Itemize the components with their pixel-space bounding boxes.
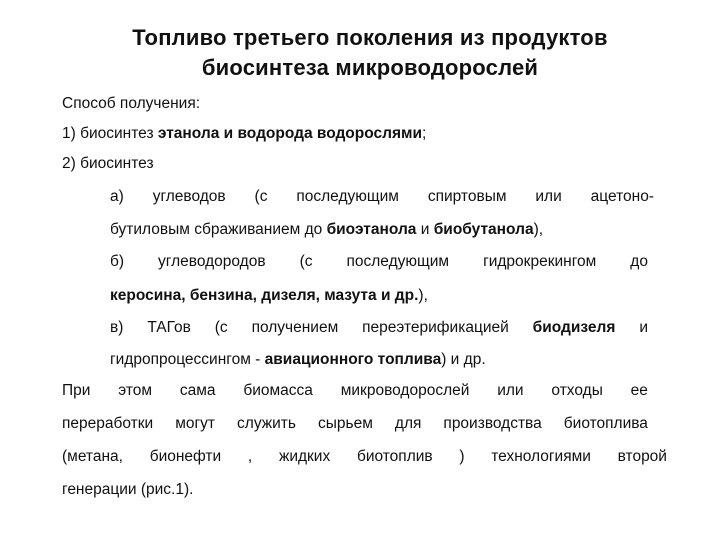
sub-item-b-line-1 xyxy=(110,252,648,272)
paragraph-word: сама xyxy=(179,382,216,399)
sub-c-line2-text-a: гидропроцессингом - xyxy=(110,351,265,368)
sub-a-word: а) xyxy=(110,188,124,205)
sub-a-word: спиртовым xyxy=(427,188,507,205)
sub-c-biodiesel: биодизеля xyxy=(532,319,616,336)
item-2-text: биосинтез xyxy=(80,155,154,172)
sub-c-word: в) xyxy=(110,319,124,336)
sub-item-b-line-2 xyxy=(110,286,428,306)
paragraph-word: второй xyxy=(617,448,667,465)
paragraph-word: жидких xyxy=(278,448,331,465)
sub-b-word: до xyxy=(630,253,648,270)
item-2 xyxy=(62,154,154,174)
sub-a-line2-text-e: ), xyxy=(533,221,544,238)
paragraph-word: биотоплив xyxy=(356,448,433,465)
sub-b-word: углеводородов xyxy=(158,253,266,270)
sub-a-word: или xyxy=(535,188,562,205)
sub-a-word: ацетоно- xyxy=(590,188,654,205)
paragraph-word: отходы xyxy=(551,382,603,399)
paragraph-line-4: генерации (рис.1). xyxy=(62,481,194,498)
paragraph-word: или xyxy=(497,382,524,399)
paragraph-word: служить xyxy=(237,415,296,432)
paragraph-word: биомасса xyxy=(243,382,313,399)
sub-b-line2-fuels: керосина, бензина, дизеля, мазута и др. xyxy=(110,287,419,304)
sub-c-word: переэтерификацией xyxy=(362,319,509,336)
item-1-text-b: этанола и водорода водорослями xyxy=(157,125,423,142)
sub-a-word: (с xyxy=(254,188,268,205)
sub-a-line2-text-c: и xyxy=(416,221,434,238)
paragraph-word: технологиями xyxy=(491,448,591,465)
sub-c-line2-aviation-fuel: авиационного топлива xyxy=(264,351,442,368)
paragraph-word: могут xyxy=(175,415,216,432)
sub-c-word: ТАГов xyxy=(147,319,191,336)
paragraph-word: При xyxy=(62,382,91,399)
paragraph-word: ) xyxy=(459,448,465,465)
sub-a-line2-bioethanol: биоэтанола xyxy=(326,221,417,238)
sub-c-word: (с xyxy=(214,319,228,336)
paragraph-line-3 xyxy=(62,447,667,467)
sub-item-a-line-1 xyxy=(110,187,654,207)
paragraph-word: этом xyxy=(118,382,153,399)
sub-item-c-line-1 xyxy=(110,318,648,338)
sub-c-word: получением xyxy=(251,319,339,336)
sub-a-line2-biobutanol: биобутанола xyxy=(433,221,534,238)
sub-b-word: последующим xyxy=(346,253,450,270)
paragraph-word: производства xyxy=(443,415,542,432)
sub-c-line2-text-c: ) и др. xyxy=(441,351,486,368)
slide-title-line-2: биосинтеза микроводорослей xyxy=(201,55,539,80)
paragraph-word: , xyxy=(247,448,253,465)
sub-c-word: и xyxy=(639,319,648,336)
item-1-number: 1) xyxy=(62,125,76,142)
paragraph-word: (метана, xyxy=(62,448,123,465)
method-label: Способ получения: xyxy=(62,95,201,112)
item-1-text-a: биосинтез xyxy=(80,125,154,142)
item-1-text-c: ; xyxy=(422,125,427,142)
item-1 xyxy=(62,124,426,144)
sub-b-word: б) xyxy=(110,253,125,270)
sub-b-word: (с xyxy=(299,253,313,270)
sub-item-c-line-2 xyxy=(110,350,486,370)
sub-a-word: углеводов xyxy=(152,188,226,205)
sub-a-word: последующим xyxy=(296,188,399,205)
paragraph-word: переработки xyxy=(62,415,154,432)
paragraph-word: биотоплива xyxy=(563,415,648,432)
slide-title-line-1: Топливо третьего поколения из продуктов xyxy=(132,25,608,50)
paragraph-line-1 xyxy=(62,381,648,401)
paragraph-word: ее xyxy=(630,382,648,399)
item-2-number: 2) xyxy=(62,155,76,172)
sub-b-line2-end: ), xyxy=(418,287,428,304)
paragraph-word: бионефти xyxy=(149,448,222,465)
paragraph-word: для xyxy=(394,415,422,432)
sub-b-word: гидрокрекингом xyxy=(483,253,597,270)
sub-a-line2-text-a: бутиловым сбраживанием до xyxy=(110,221,327,238)
sub-item-a-line-2 xyxy=(110,220,543,240)
paragraph-word: сырьем xyxy=(318,415,373,432)
paragraph-word: микроводорослей xyxy=(340,382,470,399)
paragraph-line-2 xyxy=(62,414,648,434)
